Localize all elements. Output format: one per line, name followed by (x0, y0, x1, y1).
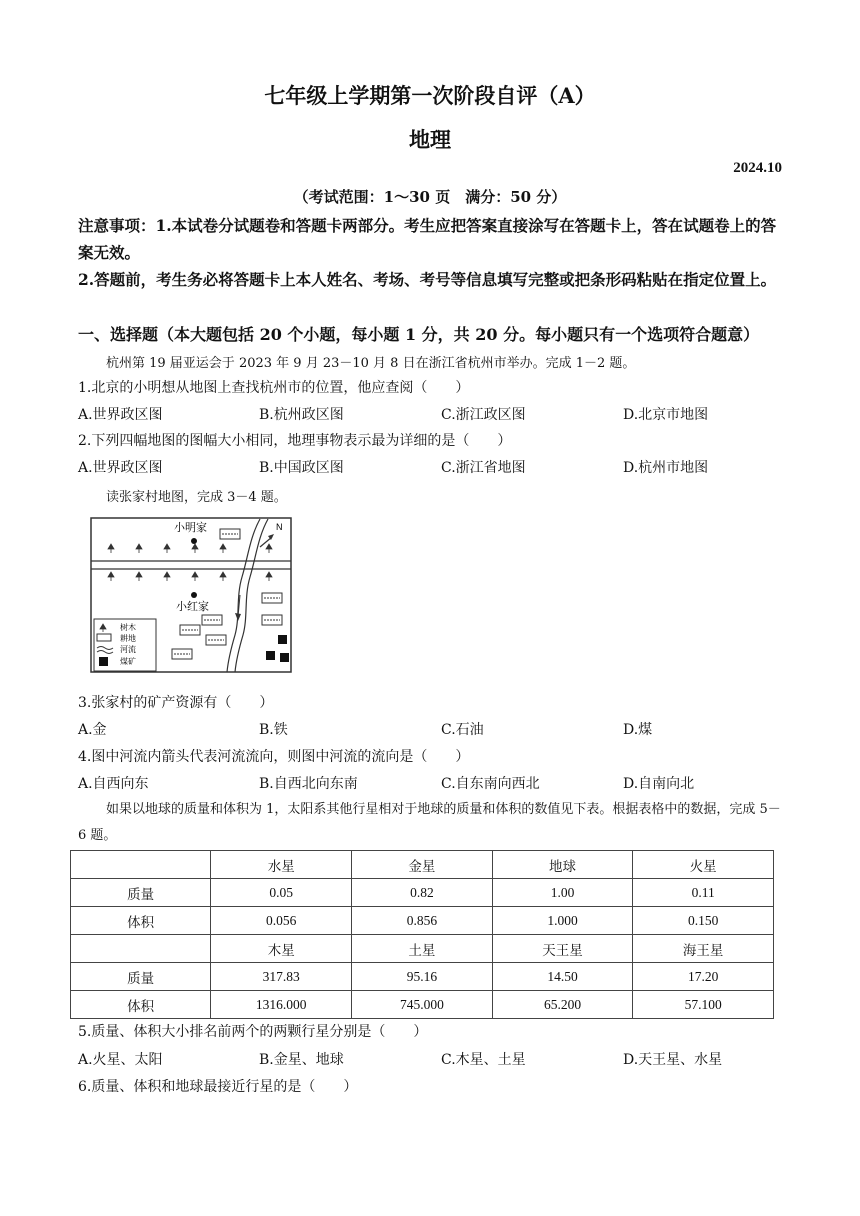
table-row (71, 907, 774, 935)
table-cell: 质量 (71, 963, 211, 991)
table-cell: 木星 (211, 935, 352, 963)
table-cell: 0.856 (352, 907, 493, 935)
option-c[interactable]: C.石油 (441, 722, 484, 738)
option-c[interactable]: C.浙江省地图 (441, 460, 526, 476)
section-heading: 一、选择题（本大题包括 20 个小题，每小题 1 分，共 20 分。每小题只有一个选项符合题意） (78, 325, 760, 344)
notice-1: 注意事项：1.本试卷分试题卷和答题卡两部分。考生应把答案直接涂写在答题卡上，答在试题卷上的答案无效。 (78, 216, 777, 262)
exam-title: 七年级上学期第一次阶段自评（A） (264, 83, 596, 108)
table-cell (71, 851, 211, 879)
legend-coal-label: 煤矿 (120, 657, 136, 666)
option-b[interactable]: B.金星、地球 (259, 1052, 344, 1068)
intro-3-4: 读张家村地图，完成 3－4 题。 (106, 490, 287, 505)
table-cell: 14.50 (492, 963, 633, 991)
planet-data-table (70, 850, 774, 1019)
coal-mine-icon (280, 653, 289, 662)
option-d[interactable]: D.杭州市地图 (623, 460, 709, 476)
option-c[interactable]: C.木星、土星 (441, 1052, 526, 1068)
table-cell: 0.056 (211, 907, 352, 935)
legend-tree-label: 树木 (120, 623, 136, 632)
option-c[interactable]: C.浙江政区图 (441, 407, 526, 423)
village-map (90, 517, 296, 675)
table-row (71, 879, 774, 907)
option-c[interactable]: C.自东南向西北 (441, 776, 540, 792)
option-b[interactable]: B.中国政区图 (259, 460, 344, 476)
table-cell: 火星 (633, 851, 774, 879)
table-cell: 0.11 (633, 879, 774, 907)
table-row (71, 991, 774, 1019)
option-d[interactable]: D.自南向北 (623, 776, 695, 792)
coal-mine-icon (266, 651, 275, 660)
north-label: N (276, 522, 283, 532)
question-5: 5.质量、体积大小排名前两个的两颗行星分别是（ ） (78, 1024, 428, 1040)
exam-date: 2024.10 (733, 160, 782, 176)
question-3-options (78, 719, 784, 739)
table-cell: 745.000 (352, 991, 493, 1019)
table-cell (71, 935, 211, 963)
option-b[interactable]: B.自西北向东南 (259, 776, 358, 792)
legend-coal-icon (99, 657, 108, 666)
table-cell: 体积 (71, 991, 211, 1019)
option-a[interactable]: A.金 (78, 722, 107, 738)
table-cell: 地球 (492, 851, 633, 879)
table-cell: 57.100 (633, 991, 774, 1019)
xiaohong-label: 小红家 (176, 600, 209, 613)
option-a[interactable]: A.世界政区图 (78, 460, 163, 476)
table-cell: 317.83 (211, 963, 352, 991)
coal-mine-icon (278, 635, 287, 644)
table-cell: 体积 (71, 907, 211, 935)
option-a[interactable]: A.世界政区图 (78, 407, 163, 423)
xiaoming-home-dot (191, 538, 197, 544)
question-3: 3.张家村的矿产资源有（ ） (78, 695, 274, 711)
question-4: 4.图中河流内箭头代表河流流向，则图中河流的流向是（ ） (78, 749, 470, 765)
notice-2: 2.答题前，考生务必将答题卡上本人姓名、考场、考号等信息填写完整或把条形码粘贴在指定位置上。 (78, 270, 777, 289)
legend-river-label: 河流 (120, 645, 136, 654)
question-4-options (78, 773, 784, 793)
question-1: 1.北京的小明想从地图上查找杭州市的位置，他应查阅（ ） (78, 380, 470, 396)
table-cell: 0.82 (352, 879, 493, 907)
legend-farmland-label: 耕地 (120, 634, 136, 643)
table-row (71, 963, 774, 991)
option-b[interactable]: B.铁 (259, 722, 288, 738)
question-5-options (78, 1049, 784, 1069)
question-2: 2.下列四幅地图的图幅大小相同，地理事物表示最为详细的是（ ） (78, 433, 512, 449)
option-b[interactable]: B.杭州政区图 (259, 407, 344, 423)
table-cell: 0.150 (633, 907, 774, 935)
table-cell: 质量 (71, 879, 211, 907)
table-cell: 0.05 (211, 879, 352, 907)
table-cell: 金星 (352, 851, 493, 879)
subject-title: 地理 (409, 127, 451, 152)
table-cell: 海王星 (633, 935, 774, 963)
table-row (71, 935, 774, 963)
xiaoming-label: 小明家 (174, 521, 207, 534)
table-cell: 1.00 (492, 879, 633, 907)
intro-5-6: 如果以地球的质量和体积为 1，太阳系其他行星相对于地球的质量和体积的数值见下表。根据表格中的数据，完成 5－6 题。 (78, 802, 781, 843)
table-cell: 65.200 (492, 991, 633, 1019)
question-1-options (78, 404, 784, 424)
table-cell: 天王星 (492, 935, 633, 963)
table-cell: 土星 (352, 935, 493, 963)
option-d[interactable]: D.天王星、水星 (623, 1052, 723, 1068)
option-d[interactable]: D.煤 (623, 722, 653, 738)
table-cell: 1.000 (492, 907, 633, 935)
table-row (71, 851, 774, 879)
option-d[interactable]: D.北京市地图 (623, 407, 709, 423)
option-a[interactable]: A.自西向东 (78, 776, 149, 792)
question-2-options (78, 457, 784, 477)
xiaohong-home-dot (191, 592, 197, 598)
exam-scope: （考试范围：1～30 页 满分：50 分） (293, 188, 567, 206)
intro-1-2: 杭州第 19 届亚运会于 2023 年 9 月 23－10 月 8 日在浙江省杭州市举办。完成 1－2 题。 (106, 356, 636, 371)
legend-farmland-icon (97, 634, 111, 641)
table-cell: 17.20 (633, 963, 774, 991)
table-cell: 95.16 (352, 963, 493, 991)
question-6: 6.质量、体积和地球最接近行星的是（ ） (78, 1079, 358, 1095)
table-cell: 水星 (211, 851, 352, 879)
table-cell: 1316.000 (211, 991, 352, 1019)
option-a[interactable]: A.火星、太阳 (78, 1052, 163, 1068)
